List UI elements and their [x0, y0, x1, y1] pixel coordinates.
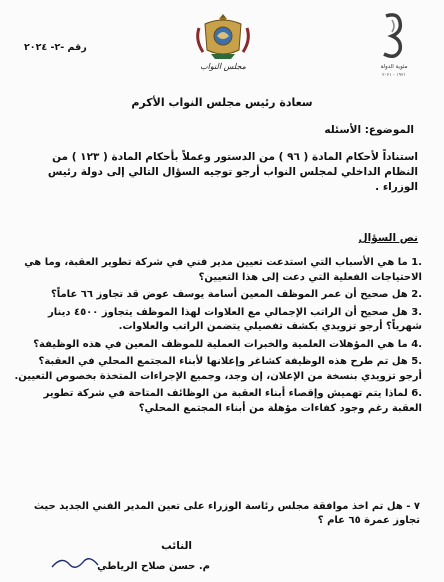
questions-list [14, 256, 422, 419]
list-item [14, 387, 422, 416]
salutation: سعادة رئيس مجلس النواب الأكرم [131, 96, 313, 109]
centenary-years: ١٩٢١ - ٢٠٢١ [382, 73, 406, 78]
parliament-name: مجلس النواب [200, 62, 246, 71]
coat-of-arms-emblem [193, 10, 253, 62]
question-number: .5 [411, 356, 422, 367]
closing-question: ٧ - هل تم اخذ موافقة مجلس رئاسة الوزراء على تعين المدير الفني الجديد حيث تجاوز عمرة ٦٥ عام ؟ [33, 501, 420, 526]
questions-title: نص السؤال [358, 232, 418, 244]
question-text: هل صحيح أن عمر الموظف المعين أسامة يوسف عوض قد تجاوز ٦٦ عاماً؟ [50, 289, 408, 300]
list-item [14, 355, 422, 384]
subject-line: الموضوع: الأسئله [324, 124, 414, 136]
signature-area [40, 540, 210, 579]
question-text: لماذا يتم تهميش وإقصاء أبناء العقبة من الوظائف المتاحة في شركة تطوير العقبة رغم وجود كفاءات مؤهلة من أبناء المجتمع المحلي؟ [43, 388, 422, 414]
intro-paragraph: استناداً لأحكام المادة ( ٩٦ ) من الدستور وعملاً بأحكام المادة ( ١٢٣ ) من النظام الداخلي لمجلس النواب أرجو توجيه السؤال التالي إلى دولة رئيس الوزراء . [47, 151, 418, 193]
question-number: .6 [411, 388, 422, 399]
question-number: .4 [411, 338, 422, 350]
list-item [14, 306, 422, 335]
list-item [14, 288, 422, 303]
reference-number: رقم -٢- ٢٠٢٤ [24, 42, 87, 53]
question-text: ما هي المؤهلات العلمية والخبرات العملية للموظف المعين في هذه الوظيفة؟ [33, 338, 408, 350]
list-item [14, 338, 422, 353]
list-item [14, 256, 422, 285]
question-text: ما هي الأسباب التي استدعت تعيين مدير فني في شركة تطوير العقبة، وما هي الاحتياجات الفعلية التي دعت إلى هذا التعيين؟ [24, 257, 422, 283]
question-text: هل تم طرح هذه الوظيفة كشاغر وإعلانها لأبناء المجتمع المحلي في العقبة؟ أرجو تزويدي بنسخة من الإعلان، إن وجد، وجميع الإجراءات المتخذة بخصوص التعيين. [14, 356, 422, 382]
centenary-logo [372, 10, 416, 80]
signatory-name: م. حسن صلاح الرياطي [97, 561, 210, 572]
question-number: .3 [411, 306, 422, 318]
signatory-title: النائب [161, 540, 192, 552]
question-text: هل صحيح أن الراتب الإجمالي مع العلاوات لهذا الموظف يتجاوز ٤٥٠٠ دينار شهرياً؟ أرجو تزويدي بكشف تفصيلي يتضمن الراتب والعلاوات. [48, 306, 422, 332]
centenary-text: مئوية الدولة [380, 64, 408, 70]
question-number: .2 [411, 289, 422, 300]
question-number: .1 [411, 257, 422, 268]
